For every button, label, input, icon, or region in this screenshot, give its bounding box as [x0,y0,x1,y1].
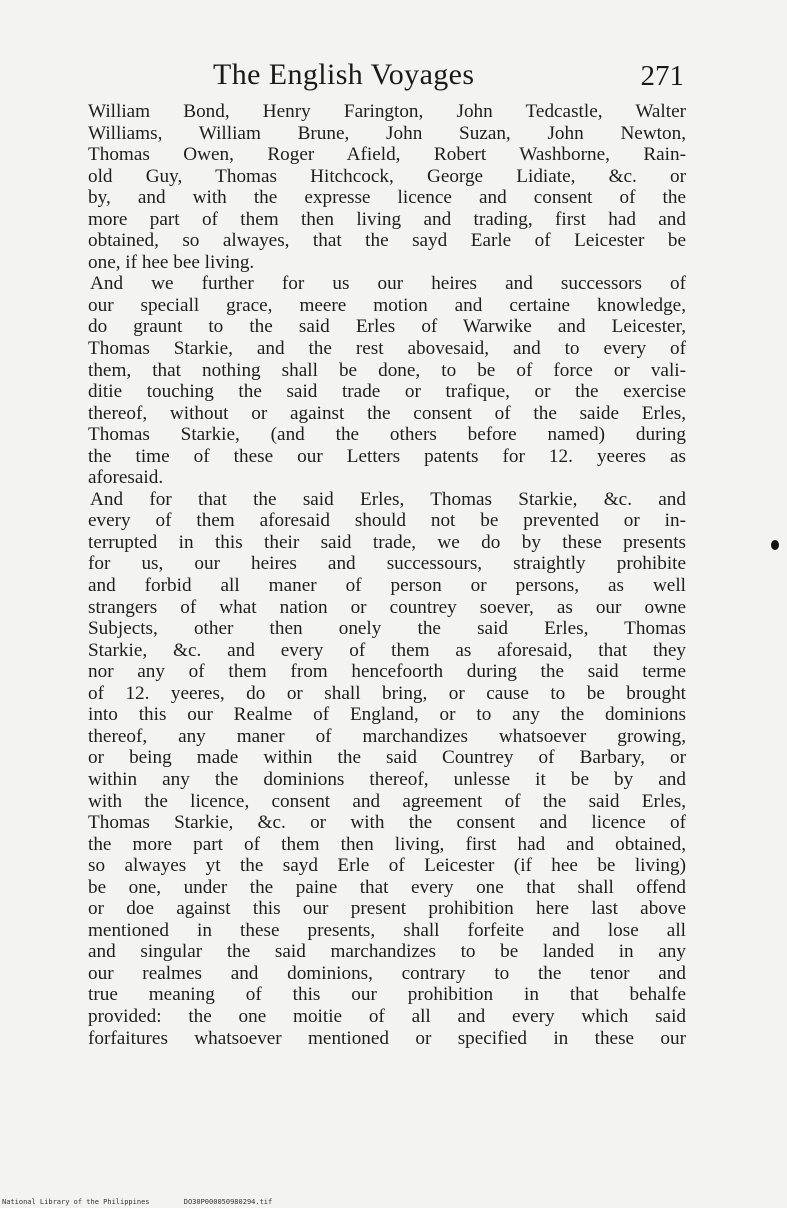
text-line: do graunt to the said Erles of Warwike and Leicester, [88,316,686,338]
text-line: And for that the said Erles, Thomas Starkie, &c. and [90,488,686,510]
text-line: or doe against this our present prohibition here last above [88,898,686,920]
text-line: one, if hee bee living. [88,251,255,273]
text-line: for us, our heires and successours, straightly prohibite [88,553,686,575]
text-line: provided: the one moitie of all and every which said [88,1005,686,1027]
text-line: strangers of what nation or countrey soever, as our owne [88,596,686,618]
text-line: And we further for us our heires and successors of [90,273,686,295]
text-line: Thomas Owen, Roger Afield, Robert Washborne, Rain- [88,144,686,166]
text-line: thereof, without or against the consent of the saide Erles, [88,402,686,424]
text-line: more part of them then living and trading, first had and [88,208,686,230]
running-head [88,58,686,98]
scan-footer [2,1198,272,1206]
text-line: and singular the said marchandizes to be landed in any [88,941,686,963]
ink-spot [771,540,779,550]
text-line: true meaning of this our prohibition in that behalfe [88,984,686,1006]
text-line: be one, under the paine that every one that shall offend [88,876,686,898]
text-line: aforesaid. [88,467,164,489]
text-line: Thomas Starkie, &c. or with the consent and licence of [88,812,686,834]
text-line: into this our Realme of England, or to any the dominions [88,704,686,726]
text-line: Williams, William Brune, John Suzan, John Newton, [88,122,686,144]
text-line: obtained, so alwayes, that the sayd Earle of Leicester be [88,230,686,252]
text-line: the time of these our Letters patents for 12. yeeres as [88,445,686,467]
text-line: mentioned in these presents, shall forfeite and lose all [88,919,686,941]
running-title: The English Voyages [213,58,475,91]
text-line: with the licence, consent and agreement of the said Erles, [88,790,686,812]
text-line: or being made within the said Countrey of Barbary, or [88,747,686,769]
text-line: of 12. yeeres, do or shall bring, or cause to be brought [88,682,686,704]
page-number: 271 [640,60,684,92]
text-line: Subjects, other then onely the said Erles, Thomas [88,618,686,640]
text-line: our speciall grace, meere motion and certaine knowledge, [88,294,686,316]
text-line: Starkie, &c. and every of them as aforesaid, that they [88,639,686,661]
text-line: and forbid all maner of person or persons, as well [88,575,686,597]
text-line: Thomas Starkie, and the rest abovesaid, and to every of [88,338,686,360]
text-line: Thomas Starkie, (and the others before named) during [88,424,686,446]
text-line: by, and with the expresse licence and consent of the [88,187,686,209]
text-line: thereof, any maner of marchandizes whatsoever growing, [88,725,686,747]
text-line: old Guy, Thomas Hitchcock, George Lidiate, &c. or [88,165,686,187]
body-text [88,101,686,1049]
text-line: our realmes and dominions, contrary to the tenor and [88,962,686,984]
text-line: the more part of them then living, first had and obtained, [88,833,686,855]
text-line: forfaitures whatsoever mentioned or specified in these our [88,1027,686,1049]
library-credit: National Library of the Philippines [2,1198,150,1206]
text-line: William Bond, Henry Farington, John Tedcastle, Walter [88,101,686,122]
text-line: within any the dominions thereof, unlesse it be by and [88,768,686,790]
text-line: them, that nothing shall be done, to be of force or vali- [88,359,686,381]
text-line: every of them aforesaid should not be prevented or in- [88,510,686,532]
text-line: nor any of them from hencefoorth during the said terme [88,661,686,683]
file-id: DO30P000050980294.tif [183,1198,273,1206]
text-line: ditie touching the said trade or trafique, or the exercise [88,381,686,403]
text-line: so alwayes yt the sayd Erle of Leicester (if hee be living) [88,855,686,877]
text-line: terrupted in this their said trade, we do by these presents [88,531,686,553]
